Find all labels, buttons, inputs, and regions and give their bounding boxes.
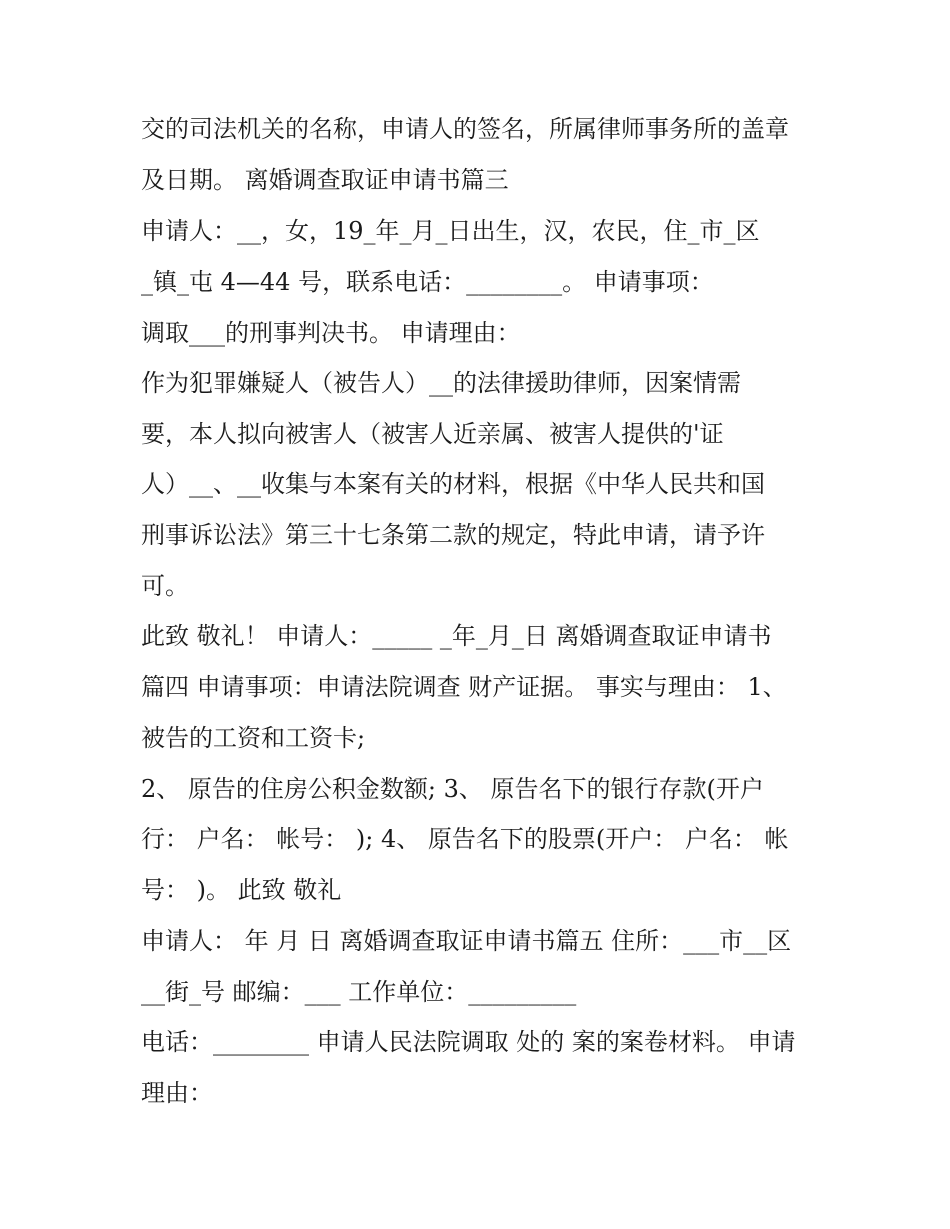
text-line: 刑事诉讼法》第三十七条第二款的规定，特此申请，请予许 <box>141 521 765 549</box>
text-line: 理由： <box>141 1079 213 1107</box>
text-line: 可。 <box>141 572 189 600</box>
text-line: 交的司法机关的名称，申请人的签名，所属律师事务所的盖章 <box>141 115 789 143</box>
text-line: 号： )。 此致 敬礼 <box>141 876 342 904</box>
text-line: 篇四 申请事项：申请法院调查 财产证据。 事实与理由： 1、 <box>141 673 787 701</box>
text-line: 及日期。 离婚调查取证申请书篇三 <box>141 166 509 194</box>
text-line: _镇_屯 4—44 号，联系电话：________。 申请事项： <box>141 268 714 296</box>
text-line: 申请人： 年 月 日 离婚调查取证申请书篇五 住所：___市__区 <box>141 927 792 955</box>
text-line: 行： 户名： 帐号： ); 4、 原告名下的股票(开户： 户名： 帐 <box>141 825 789 853</box>
text-line: 申请人：__，女，19_年_月_日出生，汉，农民，住_市_区 <box>141 217 760 245</box>
text-line: 人）__、__收集与本案有关的材料，根据《中华人民共和国 <box>141 470 765 498</box>
text-line: 电话：________ 申请人民法院调取 处的 案的案卷材料。 申请 <box>141 1028 796 1056</box>
text-line: 被告的工资和工资卡; <box>141 724 366 752</box>
text-line: 作为犯罪嫌疑人（被告人）__的法律援助律师，因案情需 <box>141 369 741 397</box>
text-line: 调取___的刑事判决书。 申请理由： <box>141 319 521 347</box>
text-line: 此致 敬礼！ 申请人：_____ _年_月_日 离婚调查取证申请书 <box>141 622 772 650</box>
text-line: __街_号 邮编：___ 工作单位：_________ <box>141 978 577 1006</box>
text-line: 要，本人拟向被害人（被害人近亲属、被害人提供的'证 <box>141 420 724 448</box>
text-line: 2、 原告的住房公积金数额; 3、 原告名下的银行存款(开户 <box>141 775 764 803</box>
